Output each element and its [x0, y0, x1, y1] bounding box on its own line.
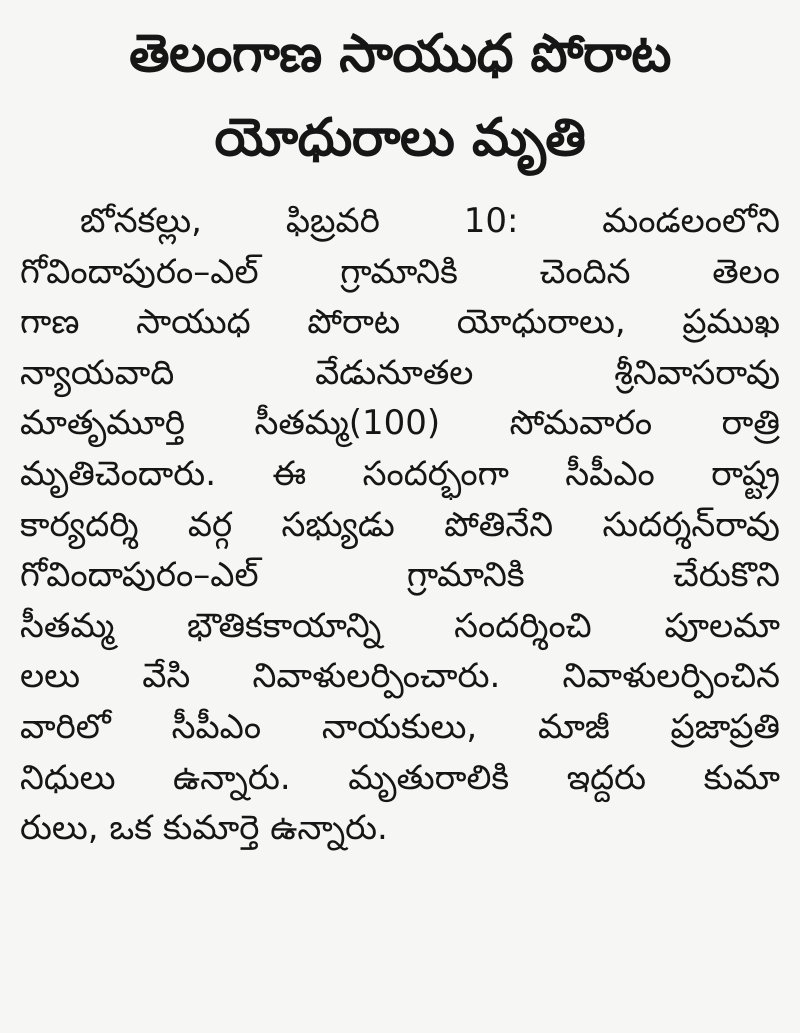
headline — [20, 12, 780, 180]
article-body — [20, 196, 780, 854]
article-line: గోవిందాపురం–ఎల్ గ్రామానికి చెందిన తెలం — [20, 251, 780, 292]
article-line: సీతమ్మ భౌతికకాయాన్ని సందర్శించి పూలమా — [20, 605, 780, 646]
article-line: కార్యదర్శి వర్గ సభ్యుడు పోతినేని సుదర్శన్‌రావు — [20, 504, 780, 545]
article-line: గోవిందాపురం–ఎల్ గ్రామానికి చేరుకొని — [20, 555, 780, 596]
article-line: మృతిచెందారు. ఈ సందర్భంగా సీపీఎం రాష్ట్ర — [20, 453, 780, 494]
headline-line-1: తెలంగాణ సాయుధ పోరాట — [129, 24, 671, 84]
article-line: రులు, ఒక కుమార్తె ఉన్నారు. — [20, 808, 388, 849]
article-line: న్యాయవాది వేడునూతల శ్రీనివాసరావు — [20, 352, 780, 393]
article-line: లలు వేసి నివాళులర్పించారు. నివాళులర్పించిన — [20, 656, 780, 697]
article-line: నిధులు ఉన్నారు. మృతురాలికి ఇద్దరు కుమా — [20, 757, 780, 798]
article-line: మాతృమూర్తి సీతమ్మ(100) సోమవారం రాత్రి — [20, 403, 780, 444]
news-clipping — [20, 12, 780, 1033]
article-line: బోనకల్లు, ఫిబ్రవరి 10: మండలంలోని — [80, 201, 780, 241]
article-line: గాణ సాయుధ పోరాట యోధురాలు, ప్రముఖ — [20, 302, 780, 343]
headline-line-2: యోధురాలు మృతి — [214, 108, 586, 168]
article-line: వారిలో సీపీఎం నాయకులు, మాజీ ప్రజాప్రతి — [20, 706, 780, 747]
